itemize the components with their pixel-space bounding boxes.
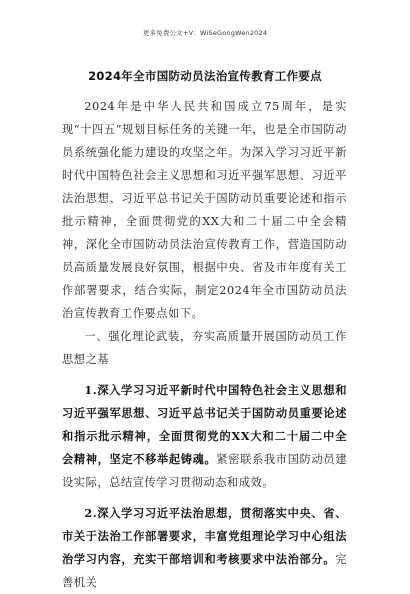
document-body — [62, 95, 347, 594]
paragraph-text: 2024年是中华人民共和国成立75周年，是实现“十四五”规划目标任务的关键一年，也是全市国防动员系统强化能力建设的攻坚之年。为深入学习习近平新时代中国特色社会主义思想和习近平强军思想、习近平法治思想、习近平总书记关于国防动员重要论述和指示批示精神，全面贯彻党的XX大和二十届二中全会精神，深化全市国防动员法治宣传教育工作，营造国防动员高质量发展良好氛围，根据中央、省及市年度有关工作部署要求，结合实际，制定2024年全市国防动员法治宣传教育工作要点如下。 — [62, 100, 347, 320]
paragraph-bold-lead: 2.深入学习习近平法治思想，贯彻落实中央、省、市关于法治工作部署要求，丰富党组理论学习中心组法治学习内容，充实干部培训和考核要求中法治部分。 — [62, 506, 347, 566]
document-title: 2024年全市国防动员法治宣传教育工作要点 — [88, 69, 322, 83]
body-paragraph — [62, 379, 347, 494]
section-heading — [62, 325, 347, 371]
paragraph-text: 完善机关 — [62, 553, 347, 589]
body-paragraph — [62, 502, 347, 594]
header-watermark: 更多免费公文+V：WiSeGongWen2024 — [142, 29, 268, 37]
section-heading-text: 一、强化理论武装，夯实高质量开展国防动员工作思想之基 — [62, 330, 347, 366]
paragraph-text: 紧密联系我市国防动员建设实际，总结宣传学习贯彻动态和成效。 — [62, 453, 347, 489]
paragraph-bold-lead: 1.深入学习习近平新时代中国特色社会主义思想和习近平强军思想、习近平总书记关于国防动员重要论述和指示批示精神，全面贯彻党的XX大和二十届二中全会精神，坚定不移举起铸魂。 — [62, 383, 347, 466]
body-paragraph — [62, 95, 347, 325]
